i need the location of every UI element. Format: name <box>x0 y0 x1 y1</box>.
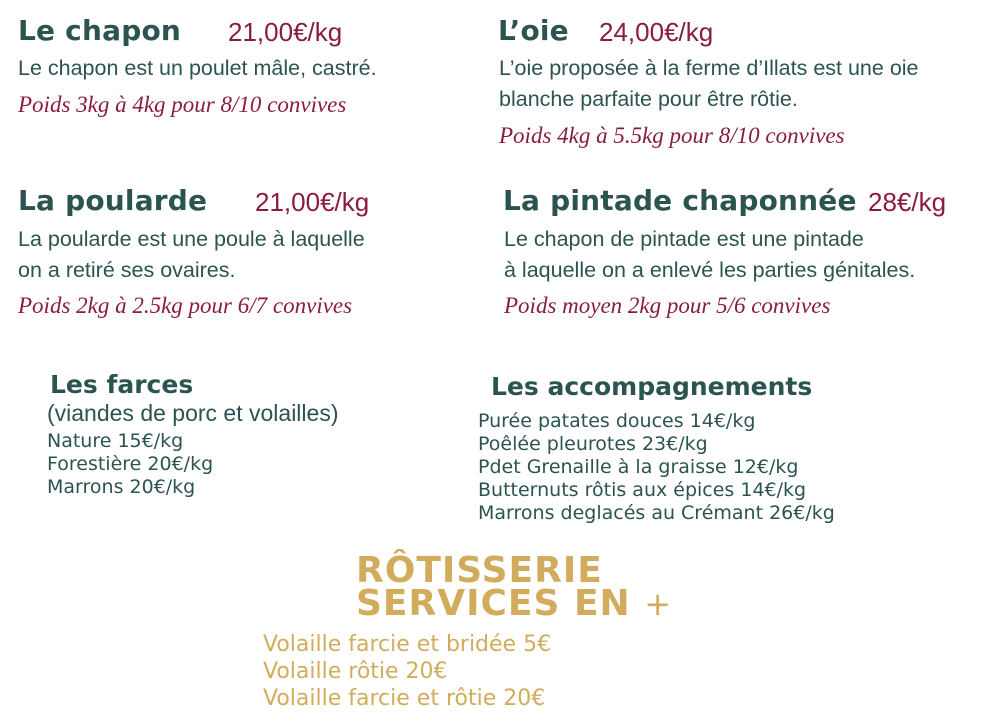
list-item: Poêlée pleurotes 23€/kg <box>478 433 708 455</box>
description-line: Le chapon de pintade est une pintade <box>504 227 864 251</box>
list-item: Marrons deglacés au Crémant 26€/kg <box>478 502 835 524</box>
rotisserie-title-line: RÔTISSERIE <box>356 550 603 591</box>
product-title: L’oie <box>498 14 569 47</box>
description-line: L’oie proposée à la ferme d’Illats est une oie <box>499 56 919 80</box>
product-price: 28€/kg <box>868 187 947 217</box>
plus-icon: + <box>644 585 673 623</box>
description-line: La poularde est une poule à laquelle <box>18 227 365 251</box>
farces-list <box>47 430 213 499</box>
list-item: Butternuts rôtis aux épices 14€/kg <box>478 479 807 501</box>
description-line: on a retiré ses ovaires. <box>18 258 236 282</box>
product-title: La poularde <box>18 184 208 217</box>
farces-title: Les farces <box>50 370 194 399</box>
farces-note: (viandes de porc et volailles) <box>47 400 339 426</box>
list-item: Forestière 20€/kg <box>47 453 214 475</box>
list-item: Marrons 20€/kg <box>47 476 196 498</box>
product-price: 21,00€/kg <box>228 17 343 47</box>
product-weight: Poids 2kg à 2.5kg pour 6/7 convives <box>18 293 353 318</box>
description-line: Le chapon est un poulet mâle, castré. <box>18 56 377 80</box>
product-weight: Poids moyen 2kg pour 5/6 convives <box>504 293 831 318</box>
product-description <box>18 53 377 84</box>
accompagnements-list <box>478 410 835 525</box>
rotisserie-list <box>263 631 551 712</box>
product-price: 21,00€/kg <box>255 187 370 217</box>
description-line: à laquelle on a enlevé les parties génitales. <box>504 258 916 282</box>
list-item: Purée patates douces 14€/kg <box>478 410 756 432</box>
list-item: Volaille farcie et rôtie 20€ <box>263 686 546 711</box>
product-description <box>504 224 915 286</box>
list-item: Volaille farcie et bridée 5€ <box>263 632 552 657</box>
product-description <box>18 224 365 286</box>
product-price: 24,00€/kg <box>599 17 714 47</box>
product-weight: Poids 4kg à 5.5kg pour 8/10 convives <box>499 123 845 148</box>
rotisserie-title <box>356 550 673 624</box>
rotisserie-title-text: SERVICES EN <box>356 583 631 624</box>
product-title: La pintade chaponnée <box>503 184 857 217</box>
list-item: Nature 15€/kg <box>47 430 184 452</box>
product-weight: Poids 3kg à 4kg pour 8/10 convives <box>18 92 347 117</box>
rotisserie-title-line <box>356 583 673 624</box>
accompagnements-title: Les accompagnements <box>491 372 813 401</box>
list-item: Volaille rôtie 20€ <box>263 659 448 684</box>
product-title: Le chapon <box>18 14 182 47</box>
product-description <box>499 53 919 115</box>
description-line: blanche parfaite pour être rôtie. <box>499 87 798 111</box>
list-item: Pdet Grenaille à la graisse 12€/kg <box>478 456 799 478</box>
